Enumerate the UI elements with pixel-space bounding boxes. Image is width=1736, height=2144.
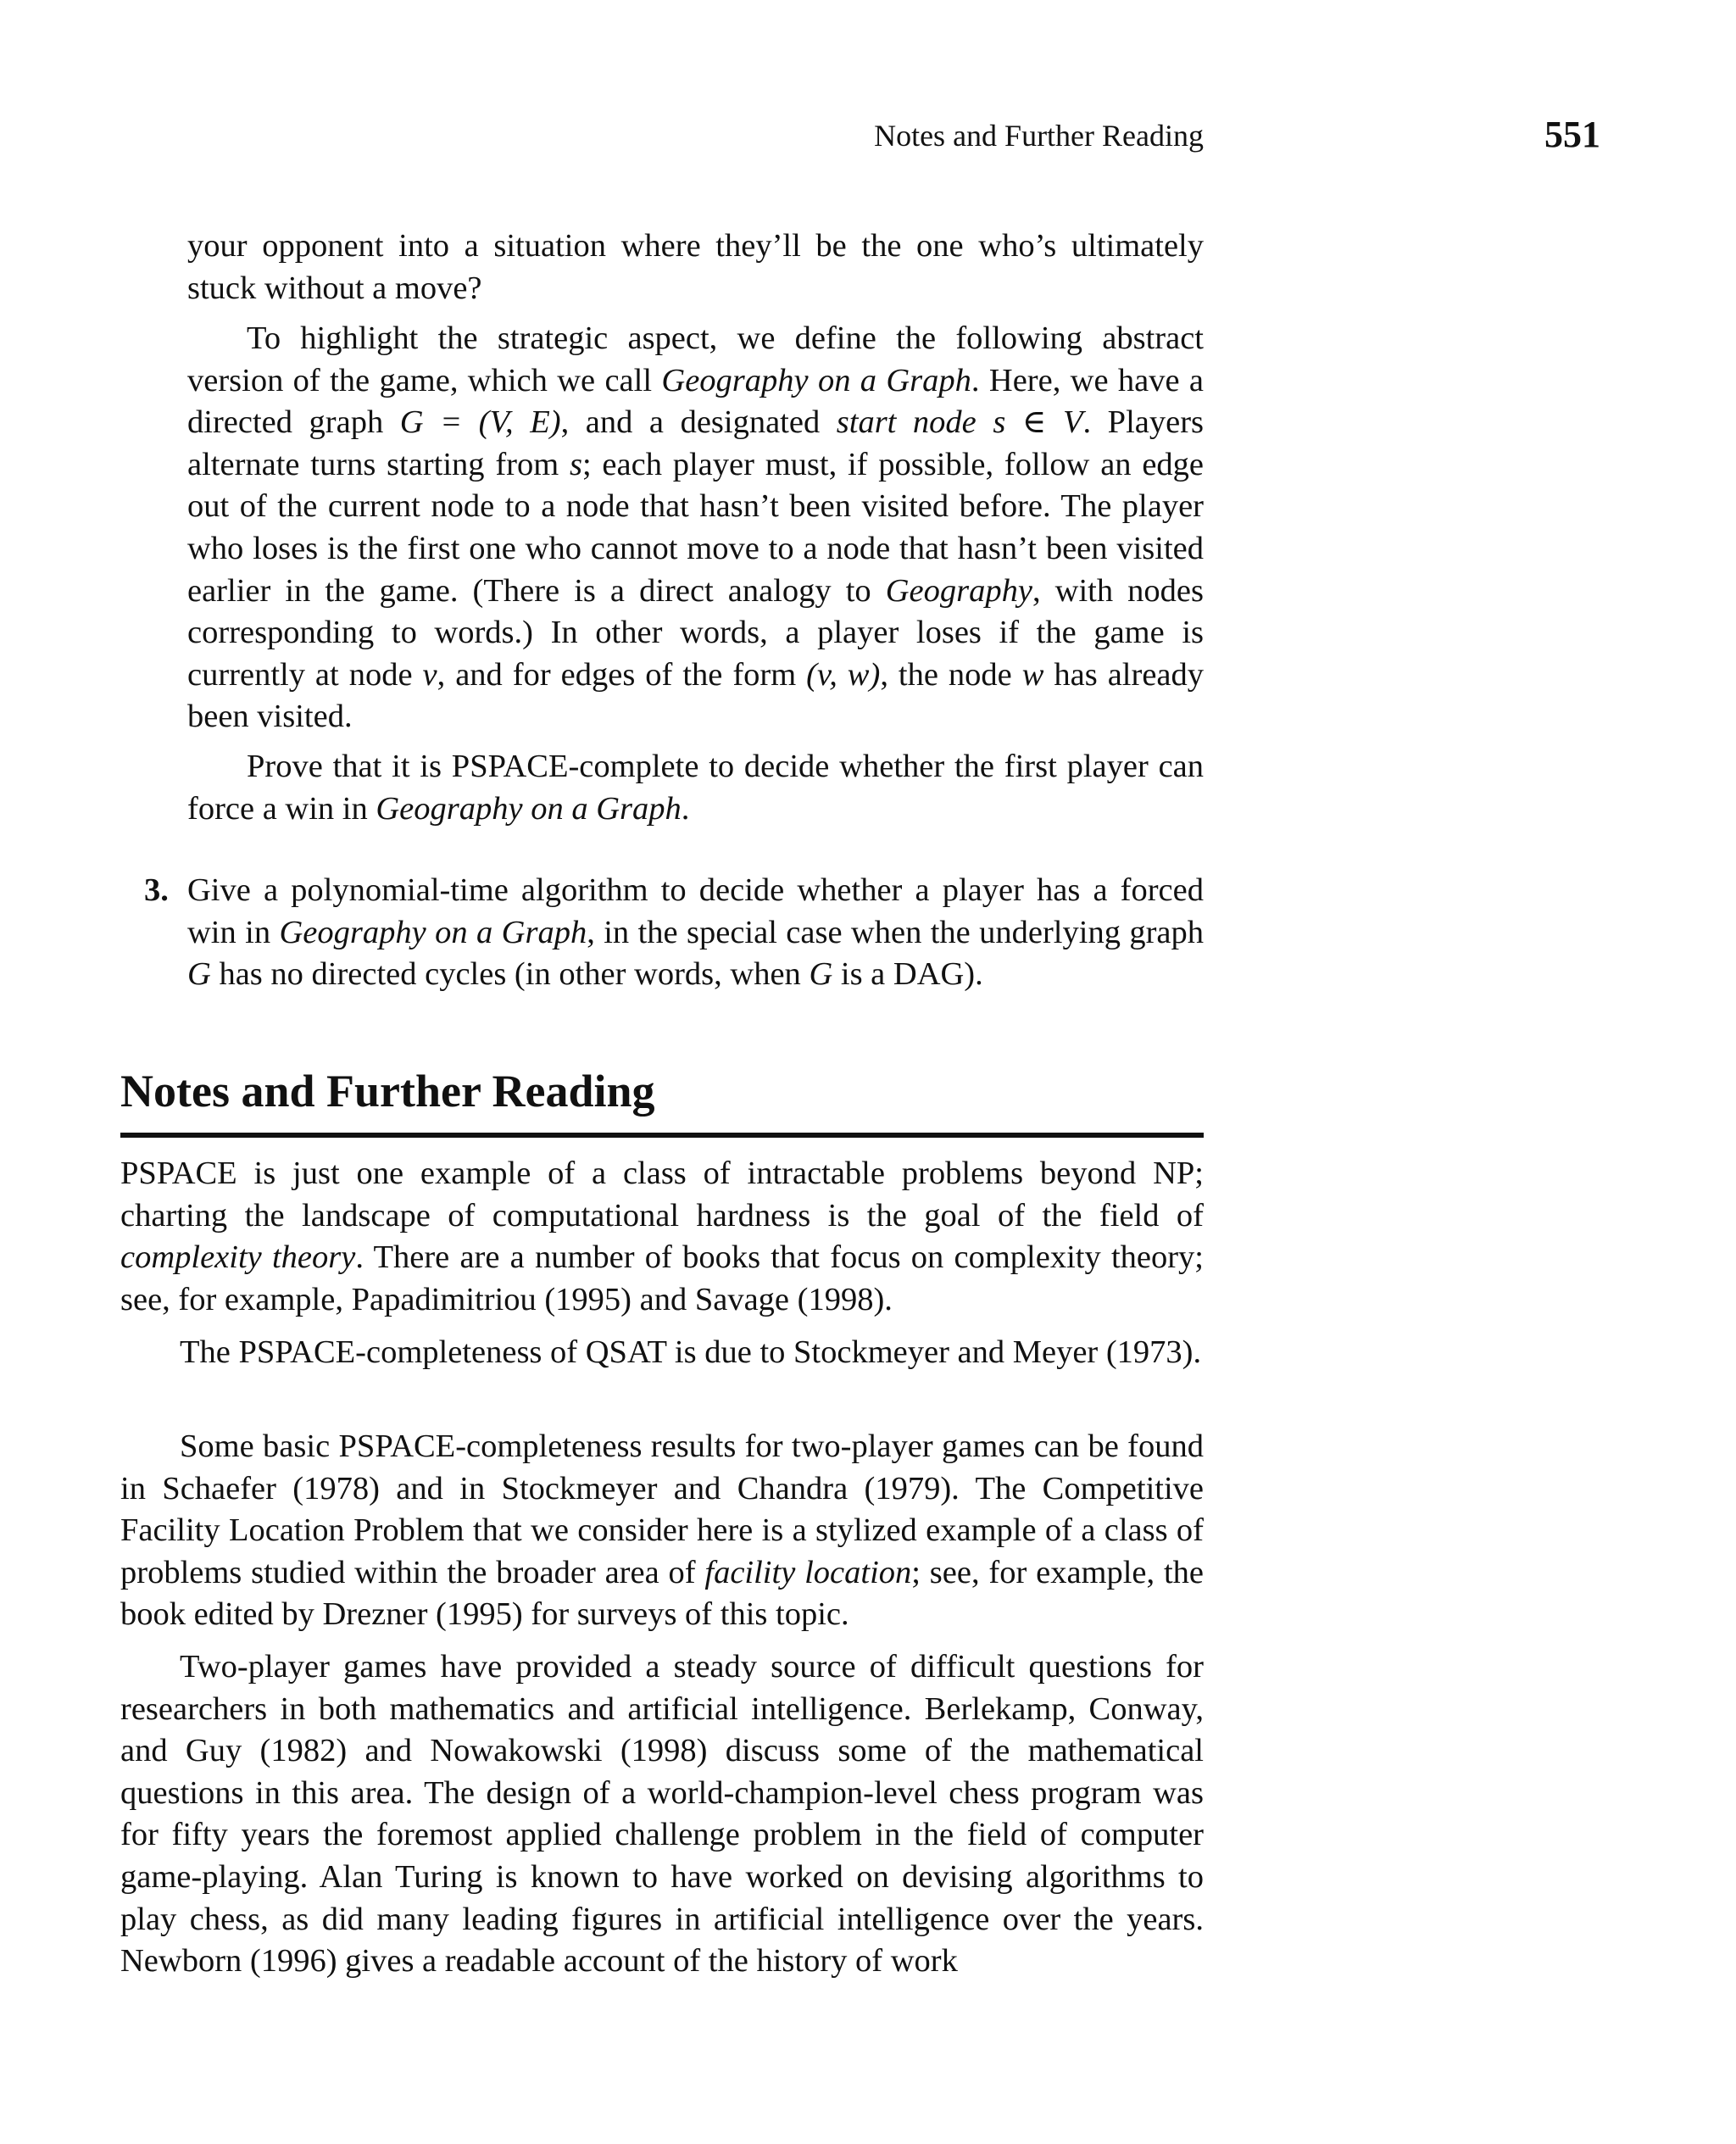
exercise-3-text: Give a polynomial-time algorithm to decide whether a player has a forced win in Geography on a Graph, in the special case when the underlying graph G has no directed cycles (in other words, when G is a DAG). xyxy=(187,872,1205,993)
exercise-2-continuation: your opponent into a situation where they’ll be the one who’s ultimately stuck without a move? xyxy=(187,228,1204,306)
exercise-3-number: 3. xyxy=(144,872,169,908)
exercise-2-prompt: Prove that it is PSPACE-complete to decide whether the first player can force a win in Geography on a Graph. xyxy=(187,749,1204,827)
notes-paragraph-2: The PSPACE-completeness of QSAT is due to Stockmeyer and Meyer (1973). xyxy=(180,1334,1202,1370)
notes-paragraph-3: Some basic PSPACE-completeness results for two-player games can be found in Schaefer (1978) and in Stockmeyer and Chandra (1979). The Competitive Facility Location Problem that we consider here is a stylized example of a class of problems studied within the broader area of facility location; see, for example, the book edited by Drezner (1995) for surveys of this topic. xyxy=(120,1428,1204,1633)
exercise-2-definition: To highlight the strategic aspect, we define the following abstract version of the game, which we call Geography on a Graph. Here, we have a directed graph G = (V, E), and a designated start node s ∈ V. Players alternate turns starting from s; each player must, if possible, follow an edge out of the current node to a node that hasn’t been visited before. The player who loses is the first one who cannot move to a node that hasn’t been visited earlier in the game. (There is a direct analogy to Geography, with nodes corresponding to words.) In other words, a player loses if the game is currently at node v, and for edges of the form (v, w), the node w has already been visited. xyxy=(187,320,1204,735)
heading-rule xyxy=(120,1133,1204,1138)
page-number: 551 xyxy=(1544,114,1600,155)
section-heading: Notes and Further Reading xyxy=(120,1066,655,1117)
running-head: Notes and Further Reading xyxy=(874,119,1204,153)
notes-paragraph-4: Two-player games have provided a steady source of difficult questions for researchers in both mathematics and artificial intelligence. Berlekamp, Conway, and Guy (1982) and Nowakowski (1998) discuss some of the mathematical questions in this area. The design of a world-champion-level chess program was for fifty years the foremost applied challenge problem in the field of computer game-playing. Alan Turing is known to have worked on devising algorithms to play chess, as did many leading figures in artificial intelligence over the years. Newborn (1996) gives a readable account of the history of work xyxy=(120,1649,1204,1980)
notes-paragraph-1: PSPACE is just one example of a class of intractable problems beyond NP; charting the landscape of computational hardness is the goal of the field of complexity theory. There are a number of books that focus on complexity theory; see, for example, Papadimitriou (1995) and Savage (1998). xyxy=(120,1156,1205,1317)
